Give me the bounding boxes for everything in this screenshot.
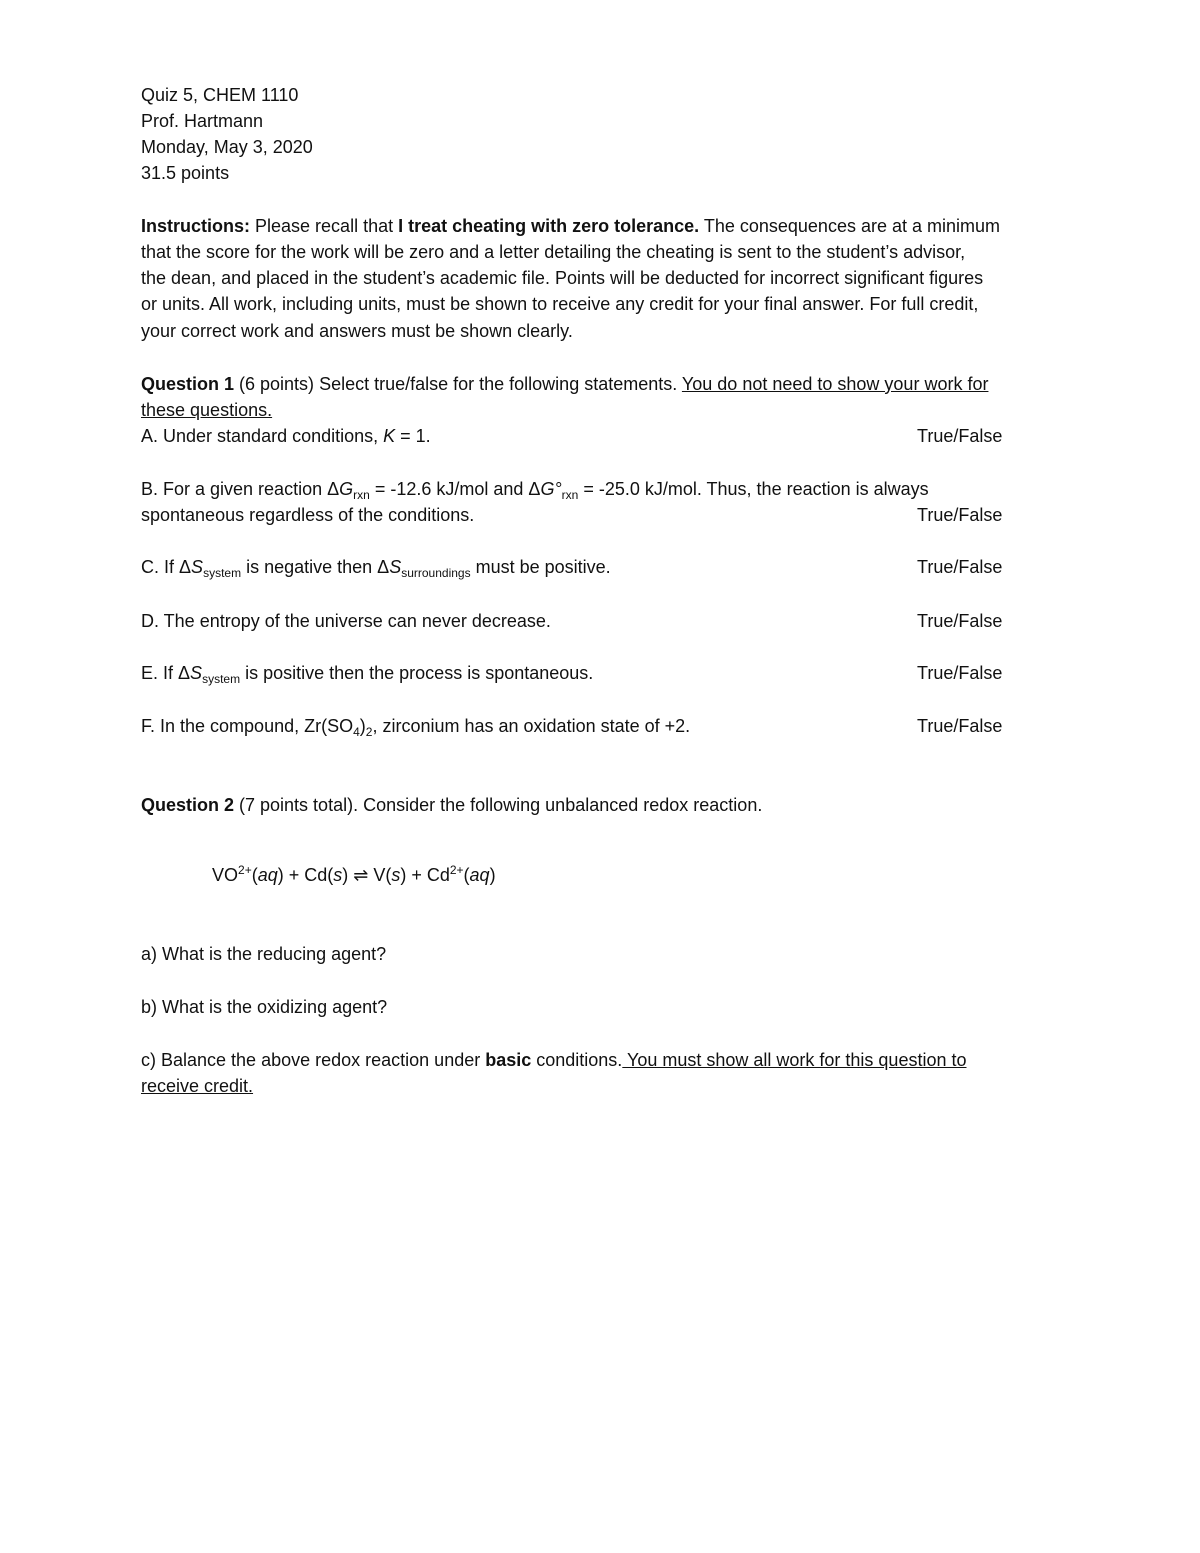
instructions-text: Please recall that	[250, 216, 399, 236]
question-1-note: You do not need to show your work for	[681, 374, 989, 394]
statement-b-text-end: = -25.0 kJ/mol. Thus, the reaction is always	[578, 479, 929, 499]
question-1-label: Question 1	[141, 374, 235, 394]
statement-a	[141, 423, 431, 449]
statement-b-text-mid: = -12.6 kJ/mol and	[369, 479, 529, 499]
statement-a-text: A. Under standard conditions,	[141, 426, 384, 446]
question-2c-note: You must show all work for this question to	[622, 1050, 967, 1070]
statement-f-text-end: , zirconium has an oxidation state of +2.	[372, 716, 691, 736]
question-1-heading	[141, 371, 988, 397]
instructions-line-5: your correct work and answers must be shown clearly.	[141, 321, 573, 341]
statement-e	[141, 660, 593, 686]
statement-b-text: B. For a given reaction	[141, 479, 328, 499]
statement-c	[141, 554, 611, 580]
question-1-points: (6 points)	[234, 374, 315, 394]
entropy-symbol: S	[191, 557, 204, 577]
delta-symbol: Δ	[327, 479, 340, 499]
question-2c-text: c) Balance the above redox reaction under	[141, 1050, 486, 1070]
quiz-date: Monday, May 3, 2020	[141, 137, 313, 157]
equilibrium-constant-symbol: K	[383, 426, 396, 446]
delta-symbol: Δ	[179, 557, 192, 577]
question-2c	[141, 1047, 967, 1073]
statement-e-text: E. If	[141, 663, 179, 683]
true-false-a: True/False	[917, 426, 1003, 446]
question-2c-line-2	[141, 1073, 253, 1099]
question-2-label: Question 2	[141, 795, 235, 815]
question-2c-text-mid: conditions.	[531, 1050, 623, 1070]
quiz-points: 31.5 points	[141, 163, 230, 183]
reaction-part: (	[251, 865, 258, 885]
charge-superscript: 2+	[238, 863, 252, 877]
solid-state: s	[333, 865, 343, 885]
statement-d: D. The entropy of the universe can never decrease.	[141, 611, 551, 631]
aqueous-state: aq	[257, 865, 278, 885]
surroundings-subscript: surroundings	[401, 566, 471, 580]
true-false-c: True/False	[917, 557, 1003, 577]
entropy-symbol: S	[190, 663, 203, 683]
question-1-note-continued: these questions.	[141, 400, 273, 420]
statement-b-line-2: spontaneous regardless of the conditions.	[141, 505, 475, 525]
statement-b	[141, 476, 929, 502]
vanadyl-formula: VO	[212, 865, 239, 885]
statement-e-text-end: is positive then the process is spontaneous.	[240, 663, 594, 683]
rxn-subscript: rxn	[353, 488, 370, 502]
reaction-part: ) + Cd	[400, 865, 450, 885]
statement-f-text: F. In the compound, Zr(SO	[141, 716, 354, 736]
question-2b: b) What is the oxidizing agent?	[141, 997, 388, 1017]
statement-a-text-end: = 1.	[395, 426, 431, 446]
statement-c-text-end: must be positive.	[470, 557, 611, 577]
instructions-label: Instructions:	[141, 216, 251, 236]
sulfate-subscript: 4	[353, 725, 360, 739]
entropy-symbol: S	[389, 557, 402, 577]
instructions-text: The consequences are at a minimum	[699, 216, 1000, 236]
delta-symbol: Δ	[178, 663, 191, 683]
reaction-part: )	[489, 865, 496, 885]
count-subscript: 2	[365, 725, 373, 739]
zero-tolerance-statement: I treat cheating with zero tolerance.	[398, 216, 700, 236]
equilibrium-arrow: ) ⇌ V(	[342, 865, 392, 885]
reaction-part: ) + Cd(	[277, 865, 334, 885]
basic-conditions: basic	[485, 1050, 532, 1070]
reaction-part: (	[463, 865, 470, 885]
question-1-text: Select true/false for the following statements.	[314, 374, 682, 394]
instructions-line-2: that the score for the work will be zero and a letter detailing the cheating is sent to the student’s advisor,	[141, 242, 966, 262]
question-2-text: (7 points total). Consider the following unbalanced redox reaction.	[234, 795, 763, 815]
question-2c-note-continued: receive credit.	[141, 1076, 254, 1096]
statement-c-text-mid: is negative then	[241, 557, 378, 577]
question-2-heading	[141, 792, 762, 818]
quiz-title: Quiz 5, CHEM 1110	[141, 85, 299, 105]
true-false-b: True/False	[917, 505, 1003, 525]
delta-symbol: Δ	[377, 557, 390, 577]
question-2a: a) What is the reducing agent?	[141, 944, 387, 964]
solid-state: s	[391, 865, 401, 885]
statement-f	[141, 713, 690, 739]
delta-symbol: Δ	[528, 479, 541, 499]
system-subscript: system	[203, 566, 242, 580]
true-false-e: True/False	[917, 663, 1003, 683]
professor-name: Prof. Hartmann	[141, 111, 264, 131]
question-1-note-line-2	[141, 397, 272, 423]
rxn-subscript: rxn	[561, 488, 579, 502]
gibbs-symbol: G	[339, 479, 354, 499]
standard-gibbs-symbol: G°	[540, 479, 562, 499]
instructions-line-4: or units. All work, including units, must be shown to receive any credit for your final answer. For full credit,	[141, 294, 979, 314]
system-subscript: system	[202, 672, 241, 686]
paren-close: )	[359, 716, 366, 736]
statement-c-text: C. If	[141, 557, 180, 577]
instructions-line-3: the dean, and placed in the student’s academic file. Points will be deducted for incorrect significant figures	[141, 268, 984, 288]
charge-superscript: 2+	[449, 863, 464, 877]
true-false-f: True/False	[917, 716, 1003, 736]
true-false-d: True/False	[917, 611, 1003, 631]
instructions-line-1	[141, 213, 1000, 239]
aqueous-state: aq	[469, 865, 490, 885]
redox-reaction	[212, 862, 496, 888]
